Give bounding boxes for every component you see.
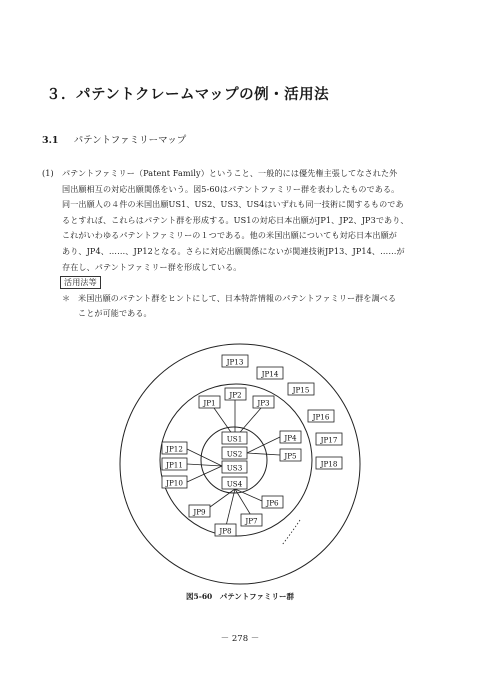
jp1-label: JP1	[203, 398, 216, 408]
us4-label: US4	[226, 479, 243, 489]
paragraph-line: 国出願相互の対応出願関係をいう。図5-60はパテントファミリー群を表わしたものである。	[62, 183, 400, 194]
jp17-label: JP17	[320, 435, 338, 445]
figure-caption: 図5-60 パテントファミリー群	[185, 592, 295, 601]
bullet-symbol: ＊	[62, 292, 71, 303]
jp16-label: JP16	[312, 412, 330, 422]
chapter-title: ３．パテントクレームマップの例・活用法	[46, 86, 330, 103]
section-title: パテントファミリーマップ	[73, 135, 187, 146]
paragraph-line: (1) パテントファミリー（Patent Family）ということ、一般的には優先権主張してなされた外	[42, 168, 398, 178]
paragraph-line: るとすれば、これらはパテント群を形成する。US1の対応日本出願がJP1、JP2、JP3であり、	[62, 214, 409, 225]
paragraph-line: 存在し、パテントファミリー群を形成している。	[62, 261, 242, 272]
jp8-label: JP8	[219, 526, 232, 536]
continuation-dots	[282, 520, 300, 545]
us2-label: US2	[226, 449, 243, 459]
jp3-label: JP3	[257, 398, 270, 408]
bullet-text-continued: ことが可能である。	[78, 308, 152, 319]
jp9-label: JP9	[193, 507, 206, 517]
page-number: － 278 －	[220, 634, 260, 644]
jp18-label: JP18	[320, 459, 338, 469]
jp2-label: JP2	[229, 390, 242, 400]
jp14-label: JP14	[261, 369, 279, 379]
jp6-label: JP6	[266, 498, 279, 508]
us3-label: US3	[226, 463, 243, 473]
section-number: 3.1	[42, 135, 59, 146]
jp12-label: JP12	[166, 444, 183, 454]
jp5-label: JP5	[284, 451, 297, 461]
jp7-label: JP7	[245, 516, 258, 526]
paragraph-line: あり、JP4、……、JP12となる。さらに対応出願関係にないが関連技術JP13、JP14、……が	[62, 245, 405, 256]
bullet-text: 米国出願のパテント群をヒントにして、日本特許情報のパテントファミリー群を調べる	[78, 292, 397, 303]
jp11-label: JP11	[166, 460, 183, 470]
paragraph-line: 同一出願人の４件の米国出願US1、US2、US3、US4はいずれも同一技術に関するものであ	[62, 199, 404, 210]
jp4-label: JP4	[284, 433, 297, 443]
paragraph-line: これがいわゆるパテントファミリーの１つである。他の米国出願についても対応日本出願が	[62, 230, 397, 241]
jp13-label: JP13	[226, 357, 244, 367]
jp15-label: JP15	[292, 385, 310, 395]
usage-label-box: 活用法等	[60, 276, 101, 289]
us1-label: US1	[226, 434, 243, 444]
jp10-label: JP10	[166, 478, 183, 488]
